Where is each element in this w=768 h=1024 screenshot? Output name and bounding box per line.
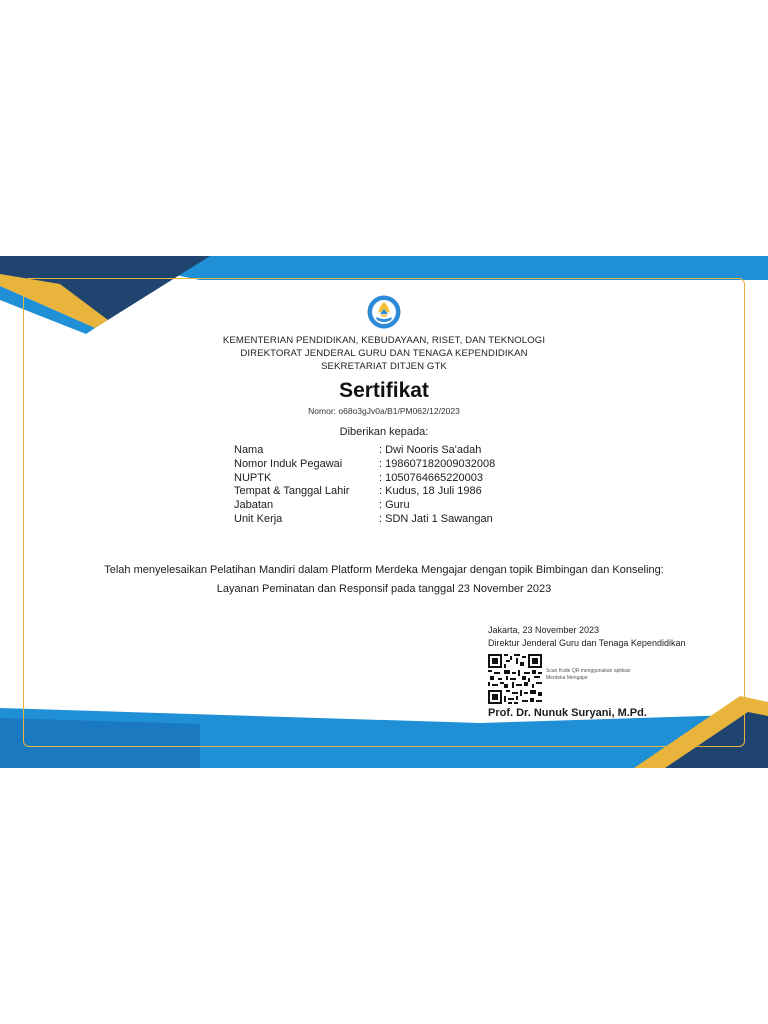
field-label: Jabatan xyxy=(234,499,274,512)
ministry-name: KEMENTERIAN PENDIDIKAN, KEBUDAYAAN, RISET, DAN TEKNOLOGI xyxy=(222,335,546,346)
tut-wuri-handayani-logo-icon xyxy=(367,295,401,329)
field-value: : 198607182009032008 xyxy=(379,457,496,470)
field-value: : 1050764665220003 xyxy=(379,471,483,484)
field-value: : SDN Jati 1 Sawangan xyxy=(379,512,493,525)
field-value: : Guru xyxy=(379,499,410,512)
directorate-name: DIREKTORAT JENDERAL GURU DAN TENAGA KEPENDIDIKAN xyxy=(240,348,528,359)
qr-code-icon xyxy=(488,654,542,704)
field-row xyxy=(234,444,495,458)
field-value: : Dwi Nooris Sa'adah xyxy=(379,444,482,456)
certificate-number: Nomor: o68o3gJv0a/B1/PM062/12/2023 xyxy=(308,406,460,416)
certificate xyxy=(0,256,768,768)
field-row xyxy=(234,472,495,486)
secretariat-name: SEKRETARIAT DITJEN GTK xyxy=(321,361,447,372)
field-label: Tempat & Tanggal Lahir xyxy=(234,485,350,498)
completion-statement: Telah menyelesaikan Pelatihan Mandiri dalam Platform Merdeka Mengajar dengan topik Bimbingan dan Konseling: xyxy=(104,564,664,576)
signer-name: Prof. Dr. Nunuk Suryani, M.Pd. xyxy=(488,707,647,719)
recipient-details xyxy=(234,444,495,527)
signer-position: Direktur Jenderal Guru dan Tenaga Kependidikan xyxy=(488,638,686,648)
field-row xyxy=(234,485,495,499)
signature-place-date: Jakarta, 23 November 2023 xyxy=(488,625,600,635)
completion-statement-continued: Layanan Peminatan dan Responsif pada tanggal 23 November 2023 xyxy=(216,583,552,595)
field-row xyxy=(234,513,495,527)
given-to-label: Diberikan kepada: xyxy=(339,426,429,438)
field-value: : Kudus, 18 Juli 1986 xyxy=(379,485,482,498)
field-label: Unit Kerja xyxy=(234,512,283,525)
field-label: NUPTK xyxy=(234,471,272,484)
field-row xyxy=(234,499,495,513)
certificate-title: Sertifikat xyxy=(339,379,429,402)
field-label: Nomor Induk Pegawai xyxy=(234,457,343,470)
field-row xyxy=(234,458,495,472)
field-label: Nama xyxy=(234,444,264,456)
qr-scan-note: Scan Kode QR menggunakan aplikasi Merdeka Mengajar xyxy=(546,668,631,681)
